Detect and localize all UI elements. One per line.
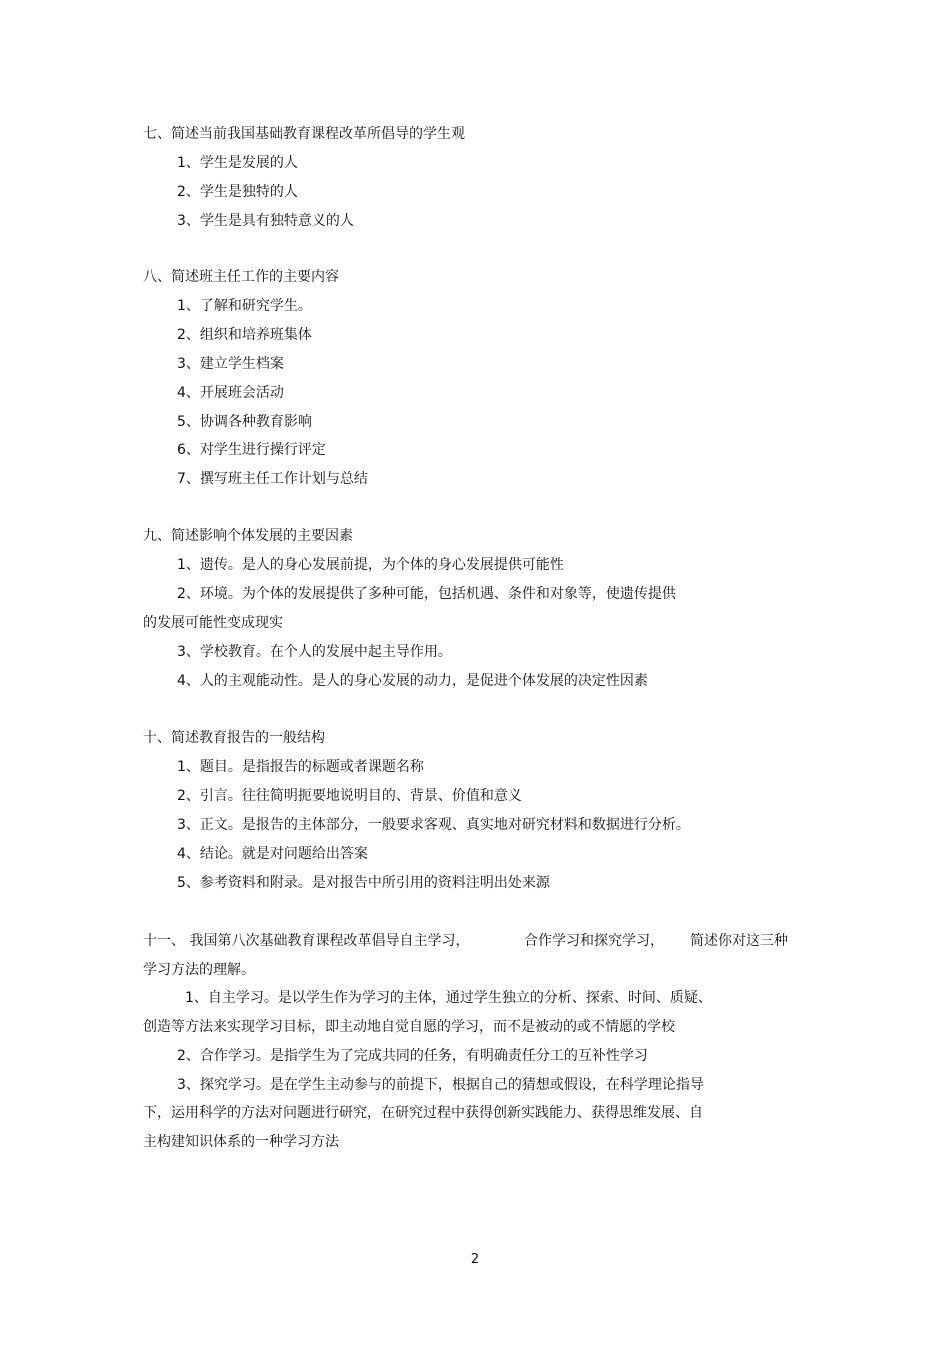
section-heading-11-part-3: 简述你对这三种 [690,933,788,949]
list-item: 1、遗传。是人的身心发展前提，为个体的身心发展提供可能性 [177,557,564,573]
list-item: 1、了解和研究学生。 [177,298,312,314]
list-item-continuation: 下，运用科学的方法对问题进行研究，在研究过程中获得创新实践能力、获得思维发展、自 [143,1105,703,1121]
list-item: 6、对学生进行操行评定 [177,442,326,458]
list-item: 3、学生是具有独特意义的人 [177,213,354,229]
list-item: 2、学生是独特的人 [177,184,298,200]
list-item: 3、学校教育。在个人的发展中起主导作用。 [177,644,452,660]
section-heading-8: 八、简述班主任工作的主要内容 [143,269,339,285]
list-item: 4、人的主观能动性。是人的身心发展的动力，是促进个体发展的决定性因素 [177,673,648,689]
list-item-continuation: 创造等方法来实现学习目标，即主动地自觉自愿的学习，而不是被动的或不情愿的学校 [143,1019,675,1035]
page-number: 2 [470,1252,480,1267]
list-item: 2、环境。为个体的发展提供了多种可能，包括机遇、条件和对象等，使遗传提供 [177,586,676,602]
list-item: 4、开展班会活动 [177,385,284,401]
list-item: 2、组织和培养班集体 [177,327,312,343]
list-item: 3、探究学习。是在学生主动参与的前提下，根据自己的猜想或假设，在科学理论指导 [177,1077,704,1093]
section-heading-11-continuation: 学习方法的理解。 [143,962,255,978]
section-heading-11-part-2: 合作学习和探究学习， [524,933,664,949]
section-heading-9: 九、简述影响个体发展的主要因素 [143,528,353,544]
list-item-continuation: 主构建知识体系的一种学习方法 [143,1134,339,1150]
list-item: 4、结论。就是对问题给出答案 [177,846,368,862]
list-item: 5、参考资料和附录。是对报告中所引用的资料注明出处来源 [177,875,550,891]
list-item-continuation: 的发展可能性变成现实 [143,615,283,631]
list-item: 1、学生是发展的人 [177,155,298,171]
list-item: 1、自主学习。是以学生作为学习的主体，通过学生独立的分析、探索、时间、质疑、 [185,990,712,1006]
section-heading-7: 七、简述当前我国基础教育课程改革所倡导的学生观 [143,126,465,142]
list-item: 2、引言。往往简明扼要地说明目的、背景、价值和意义 [177,788,522,804]
section-heading-11-part-1: 十一、 我国第八次基础教育课程改革倡导自主学习， [143,933,470,949]
list-item: 2、合作学习。是指学生为了完成共同的任务，有明确责任分工的互补性学习 [177,1048,648,1064]
list-item: 5、协调各种教育影响 [177,414,312,430]
list-item: 7、撰写班主任工作计划与总结 [177,471,368,487]
list-item: 3、建立学生档案 [177,356,284,372]
list-item: 1、题目。是指报告的标题或者课题名称 [177,759,424,775]
section-heading-10: 十、简述教育报告的一般结构 [143,730,325,746]
list-item: 3、正文。是报告的主体部分，一般要求客观、真实地对研究材料和数据进行分析。 [177,817,690,833]
